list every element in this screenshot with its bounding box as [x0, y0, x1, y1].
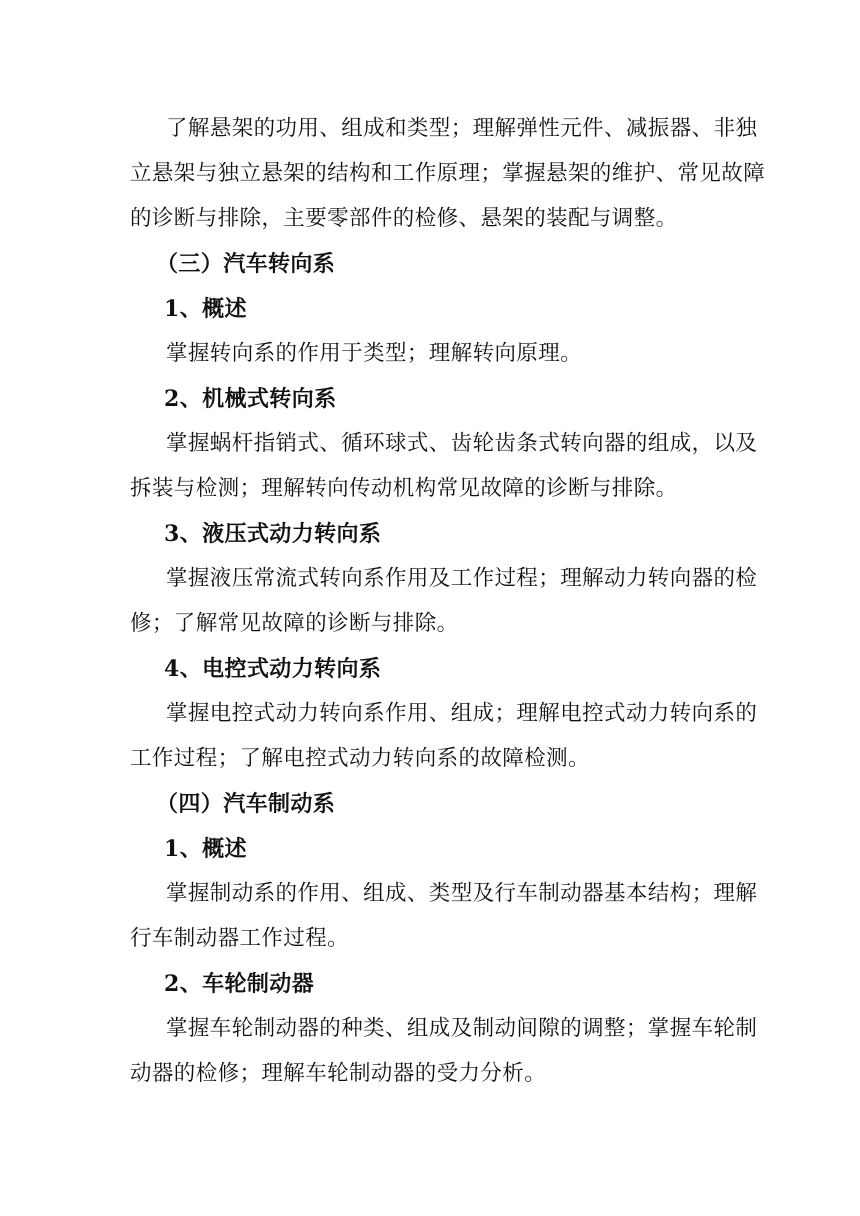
braking-overview-para-line-1: 掌握制动系的作用、组成、类型及行车制动器基本结构；理解	[166, 881, 758, 906]
section-heading-braking: （四）汽车制动系	[156, 791, 336, 817]
subheading-hydraulic-steering: 3、液压式动力转向系	[164, 521, 382, 547]
hydraulic-steering-para-line-2: 修；了解常见故障的诊断与排除。	[130, 611, 459, 636]
suspension-para-line-2: 立悬架与独立悬架的结构和工作原理；掌握悬架的维护、常见故障	[130, 161, 766, 186]
suspension-para-line-1: 了解悬架的功用、组成和类型；理解弹性元件、减振器、非独	[166, 116, 758, 141]
steering-overview-para-line-1: 掌握转向系的作用于类型；理解转向原理。	[166, 341, 583, 366]
subheading-mechanical-steering: 2、机械式转向系	[164, 386, 337, 412]
subheading-wheel-brake: 2、车轮制动器	[164, 971, 315, 997]
electronic-steering-para-line-2: 工作过程；了解电控式动力转向系的故障检测。	[130, 746, 590, 771]
hydraulic-steering-para-line-1: 掌握液压常流式转向系作用及工作过程；理解动力转向器的检	[166, 566, 758, 591]
suspension-para-line-3: 的诊断与排除，主要零部件的检修、悬架的装配与调整。	[130, 206, 678, 231]
wheel-brake-para-line-1: 掌握车轮制动器的种类、组成及制动间隙的调整；掌握车轮制	[166, 1016, 758, 1041]
wheel-brake-para-line-2: 动器的检修；理解车轮制动器的受力分析。	[130, 1061, 547, 1086]
braking-overview-para-line-2: 行车制动器工作过程。	[130, 926, 350, 951]
subheading-braking-overview: 1、概述	[164, 836, 247, 862]
electronic-steering-para-line-1: 掌握电控式动力转向系作用、组成；理解电控式动力转向系的	[166, 701, 758, 726]
mechanical-steering-para-line-2: 拆装与检测；理解转向传动机构常见故障的诊断与排除。	[130, 476, 678, 501]
mechanical-steering-para-line-1: 掌握蜗杆指销式、循环球式、齿轮齿条式转向器的组成，以及	[166, 431, 758, 456]
subheading-electronic-steering: 4、电控式动力转向系	[164, 656, 382, 682]
subheading-steering-overview: 1、概述	[164, 296, 247, 322]
section-heading-steering: （三）汽车转向系	[156, 251, 336, 277]
